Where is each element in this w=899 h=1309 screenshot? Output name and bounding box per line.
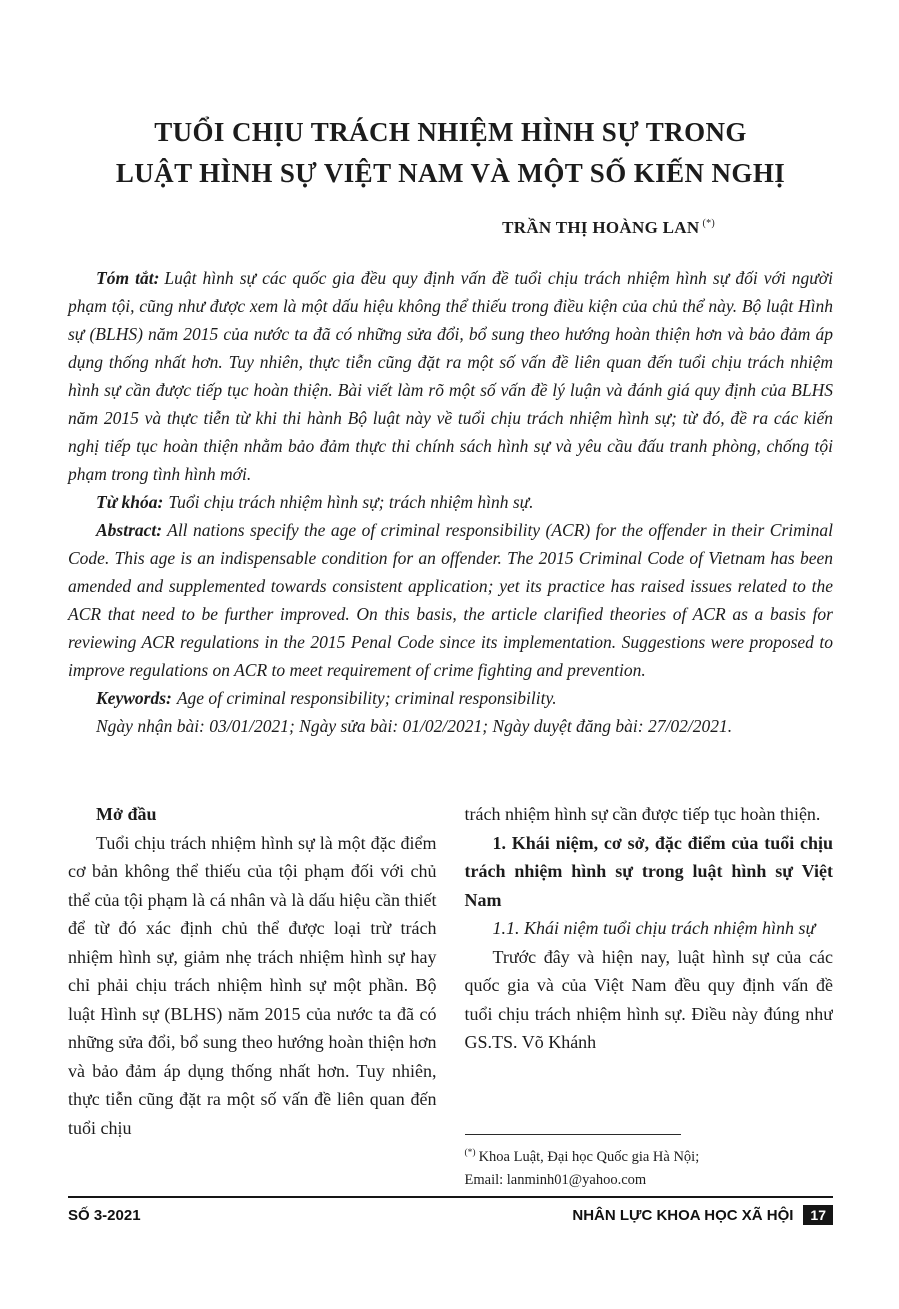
- footnote-marker: (*): [464, 1148, 476, 1159]
- keywords-vietnamese-label: Từ khóa:: [96, 492, 164, 512]
- section-1-1-heading: 1.1. Khái niệm tuổi chịu trách nhiệm hình sự: [492, 918, 816, 938]
- abstract-english-label: Abstract:: [96, 520, 163, 540]
- footnote-affiliation: [465, 1142, 834, 1169]
- article-title-line-1: TUỔI CHỊU TRÁCH NHIỆM HÌNH SỰ TRONG: [154, 117, 747, 147]
- footnote-email: Email: lanminh01@yahoo.com: [464, 1172, 647, 1188]
- right-column: [465, 800, 834, 1192]
- keywords-english-text: Age of criminal responsibility; criminal responsibility.: [176, 688, 557, 708]
- two-column-body: [68, 800, 833, 1192]
- author-line: [68, 218, 833, 238]
- intro-paragraph: Tuổi chịu trách nhiệm hình sự là một đặc điểm cơ bản không thể thiếu của tội phạm đối với chủ thể của tội phạm là cá nhân và là dấu hiệu cần thiết để từ đó xác định chủ thể được loại trừ trách nhiệm hình sự, giảm nhẹ trách nhiệm hình sự hay chỉ phải chịu trách nhiệm hình sự một phần. Bộ luật Hình sự (BLHS) năm 2015 của nước ta đã có những sửa đổi, bổ sung theo hướng hoàn thiện hơn và bảo đảm áp dụng thống nhất hơn. Tuy nhiên, thực tiễn cũng đặt ra một số vấn đề liên quan đến tuổi chịu: [68, 832, 437, 1138]
- footnote-block: [465, 1128, 834, 1192]
- journal-name: NHÂN LỰC KHOA HỌC XÃ HỘI: [572, 1206, 794, 1224]
- keywords-english-label: Keywords:: [96, 688, 172, 708]
- keywords-english: [68, 684, 833, 712]
- abstract-vietnamese-text: Luật hình sự các quốc gia đều quy định vấn đề tuổi chịu trách nhiệm hình sự đối với người phạm tội, cũng như được xem là một dấu hiệu không thể thiếu trong điều kiện của chủ thể này. Bộ luật Hình sự (BLHS) năm 2015 của nước ta đã có những sửa đổi, bổ sung theo hướng hoàn thiện hơn và bảo đảm áp dụng thống nhất hơn. Tuy nhiên, thực tiễn cũng đặt ra một số vấn đề liên quan đến tuổi chịu trách nhiệm hình sự cần được tiếp tục hoàn thiện. Bài viết làm rõ một số vấn đề lý luận và đánh giá quy định của BLHS năm 2015 và thực tiễn từ khi thi hành Bộ luật này về tuổi chịu trách nhiệm hình sự; từ đó, đề ra các kiến nghị tiếp tục hoàn thiện nhằm bảo đảm thực thi chính sách hình sự và yêu cầu đấu tranh phòng, chống tội phạm trong tình hình mới.: [68, 268, 833, 484]
- page-footer: [68, 1196, 833, 1225]
- keywords-vietnamese-text: Tuổi chịu trách nhiệm hình sự; trách nhiệm hình sự.: [168, 492, 534, 512]
- abstract-vietnamese: [68, 264, 833, 488]
- page-content: [68, 0, 833, 740]
- section-1-heading: 1. Khái niệm, cơ sở, đặc điểm của tuổi chịu trách nhiệm hình sự trong luật hình sự Việt Nam: [464, 832, 833, 910]
- page-number-badge: 17: [803, 1205, 833, 1225]
- abstract-english-text: All nations specify the age of criminal responsibility (ACR) for the offender in their Criminal Code. This age is an indispensable condition for an offender. The 2015 Criminal Code of Vietnam has been amended and supplemented towards consistent application; yet its practice has raised issues related to the ACR that need to be further improved. On this basis, the article clarified theories of ACR as a basis for reviewing ACR regulations in the 2015 Penal Code since its implementation. Suggestions were proposed to improve regulations on ACR to meet requirement of crime fighting and prevention.: [68, 520, 833, 680]
- abstract-vietnamese-label: Tóm tắt:: [96, 268, 160, 288]
- article-title-line-2: LUẬT HÌNH SỰ VIỆT NAM VÀ MỘT SỐ KIẾN NGHỊ: [115, 158, 786, 188]
- abstract-block: [68, 264, 833, 740]
- footnote-affiliation-text: Khoa Luật, Đại học Quốc gia Hà Nội;: [478, 1149, 700, 1165]
- left-column: [68, 800, 437, 1192]
- submission-dates-line: Ngày nhận bài: 03/01/2021; Ngày sửa bài: 01/02/2021; Ngày duyệt đăng bài: 27/02/2021.: [96, 716, 733, 736]
- section-1-1-paragraph: Trước đây và hiện nay, luật hình sự của các quốc gia và của Việt Nam đều quy định vấn đề tuổi chịu trách nhiệm hình sự. Điều này đúng như GS.TS. Võ Khánh: [464, 946, 833, 1052]
- issue-number-label: SỐ 3-2021: [68, 1206, 141, 1224]
- continuation-paragraph: trách nhiệm hình sự cần được tiếp tục hoàn thiện.: [464, 804, 821, 824]
- footer-right-group: [572, 1205, 833, 1225]
- article-title: [68, 112, 833, 194]
- author-name: TRẦN THỊ HOÀNG LAN: [502, 218, 700, 237]
- intro-heading: Mở đầu: [96, 804, 157, 824]
- author-footnote-marker: (*): [702, 218, 715, 230]
- abstract-english: [68, 516, 833, 684]
- keywords-vietnamese: [68, 488, 833, 516]
- footnote-separator-rule: [465, 1134, 681, 1135]
